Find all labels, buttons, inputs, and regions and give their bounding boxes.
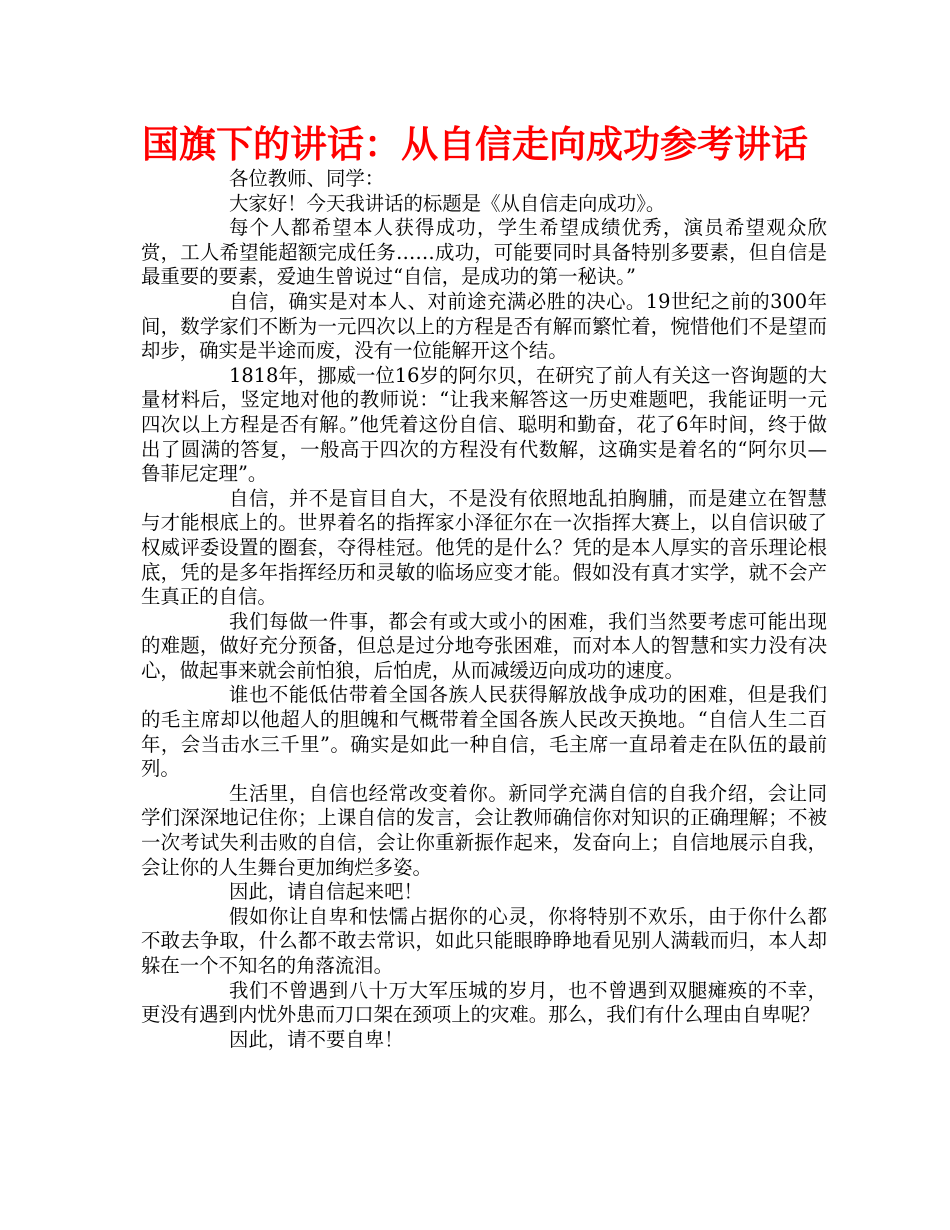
paragraph: 我们每做一件事，都会有或大或小的困难，我们当然要考虑可能出现的难题，做好充分预备，但总是过分地夸张困难，而对本人的智慧和实力没有决心，做起事来就会前怕狼，后怕虎，从而减缓迈向成功的速度。 [141, 609, 827, 682]
paragraph: 谁也不能低估带着全国各族人民获得解放战争成功的困难，但是我们的毛主席却以他超人的胆魄和气概带着全国各族人民改天换地。“自信人生二百年，会当击水三千里”。确实是如此一种自信，毛主席一直昂着走在队伍的最前列。 [141, 683, 827, 781]
paragraph-intro: 大家好！今天我讲话的标题是《从自信走向成功》。 [229, 191, 666, 215]
paragraph: 假如你让自卑和怯懦占据你的心灵，你将特别不欢乐，由于你什么都不敢去争取，什么都不敢去常识，如此只能眼睁睁地看见别人满载而归，本人却躲在一个不知名的角落流泪。 [141, 904, 827, 977]
paragraph: 我们不曾遇到八十万大军压城的岁月，也不曾遇到双腿瘫痪的不幸，更没有遇到内忧外患而刀口架在颈项上的灾难。那么，我们有什么理由自卑呢？ [141, 978, 827, 1027]
paragraph: 因此，请不要自卑！ [229, 1027, 404, 1051]
paragraph-greeting: 各位教师、同学： [229, 167, 385, 190]
paragraph: 1818年，挪威一位16岁的阿尔贝，在研究了前人有关这一咨询题的大量材料后，竖定地对他的教师说：“让我来解答这一历史难题吧，我能证明一元四次以上方程是否有解。”他凭着这份自信、聪明和勤奋，花了6年时间，终于做出了圆满的答复，一般高于四次的方程没有代数解，这确实是着名的“阿尔贝—鲁菲尼定理”。 [141, 363, 827, 486]
paragraph: 自信，并不是盲目自大，不是没有依照地乱拍胸脯，而是建立在智慧与才能根底上的。世界着名的指挥家小泽征尔在一次指挥大赛上，以自信识破了权威评委设置的圈套，夺得桂冠。他凭的是什么？凭的是本人厚实的音乐理论根底，凭的是多年指挥经历和灵敏的临场应变才能。假如没有真才实学，就不会产生真正的自信。 [141, 486, 827, 609]
paragraph: 因此，请自信起来吧！ [229, 880, 423, 904]
document-title: 国旗下的讲话：从自信走向成功参考讲话 [142, 123, 808, 166]
paragraph: 生活里，自信也经常改变着你。新同学充满自信的自我介绍，会让同学们深深地记住你；上课自信的发言，会让教师确信你对知识的正确理解；不被一次考试失利击败的自信，会让你重新振作起来，发奋向上；自信地展示自我，会让你的人生舞台更加绚烂多姿。 [141, 781, 827, 879]
paragraph: 每个人都希望本人获得成功，学生希望成绩优秀，演员希望观众欣赏，工人希望能超额完成任务……成功，可能要同时具备特别多要素，但自信是最重要的要素，爱迪生曾说过“自信，是成功的第一秘诀。” [141, 216, 827, 289]
document-body [141, 167, 827, 1052]
paragraph: 自信，确实是对本人、对前途充满必胜的决心。19世纪之前的300年间，数学家们不断为一元四次以上的方程是否有解而繁忙着，惋惜他们不是望而却步，确实是半途而废，没有一位能解开这个结。 [141, 289, 827, 363]
